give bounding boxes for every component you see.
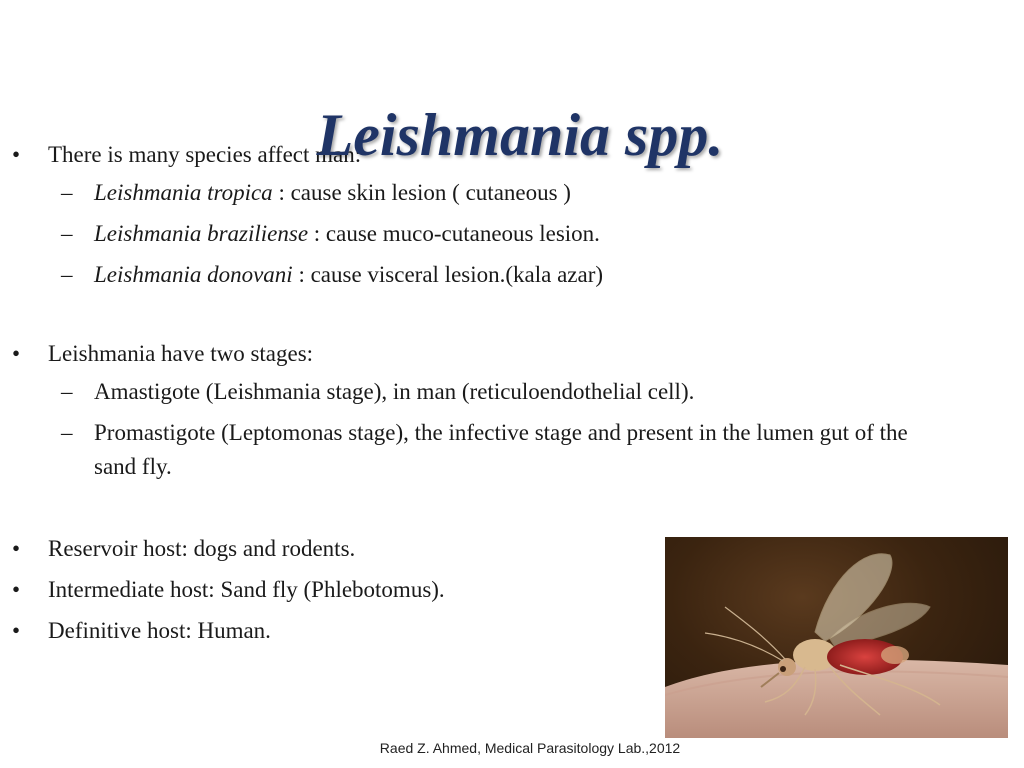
bullet-stages: • Leishmania have two stages: — [0, 339, 1010, 369]
bullet-reservoir-host: • Reservoir host: dogs and rodents. — [0, 534, 1010, 564]
bullet-mark: • — [12, 142, 21, 167]
sand-fly-illustration — [665, 537, 1008, 738]
bullet-mark: • — [12, 577, 21, 602]
bullet-mark: • — [12, 536, 21, 561]
sub-bullet-amastigote: – Amastigote (Leishmania stage), in man (reticuloendothelial cell). — [0, 375, 1010, 409]
bullet-definitive-host: • Definitive host: Human. — [0, 616, 1010, 646]
species-name: Leishmania donovani — [94, 262, 293, 287]
slide-footer: Raed Z. Ahmed, Medical Parasitology Lab.,2012 — [379, 740, 681, 756]
sand-fly-photo — [665, 537, 1008, 738]
dash-mark: – — [61, 221, 73, 246]
bullet-mark: • — [12, 618, 21, 643]
bullet-intermediate-host: • Intermediate host: Sand fly (Phlebotomus). — [0, 575, 1010, 605]
sub-bullet-promastigote: – Promastigote (Leptomonas stage), the infective stage and present in the lumen gut of the sand fly. — [0, 416, 924, 484]
bullet-mark: • — [12, 341, 21, 366]
species-name: Leishmania braziliense — [94, 221, 309, 246]
sub-bullet-donovani: – Leishmania donovani : cause visceral lesion.(kala azar) — [0, 258, 1010, 292]
species-name: Leishmania tropica — [94, 180, 273, 205]
sub-bullet-tropica: – Leishmania tropica : cause skin lesion ( cutaneous ) — [0, 176, 1010, 210]
sub-bullet-braziliense: – Leishmania braziliense : cause muco-cutaneous lesion. — [0, 217, 1010, 251]
dash-mark: – — [61, 379, 73, 404]
bullet-species: • There is many species affect man: — [0, 140, 1010, 170]
dash-mark: – — [61, 420, 73, 445]
dash-mark: – — [61, 180, 73, 205]
slide-title: Leishmania spp. — [316, 102, 724, 168]
dash-mark: – — [61, 262, 73, 287]
